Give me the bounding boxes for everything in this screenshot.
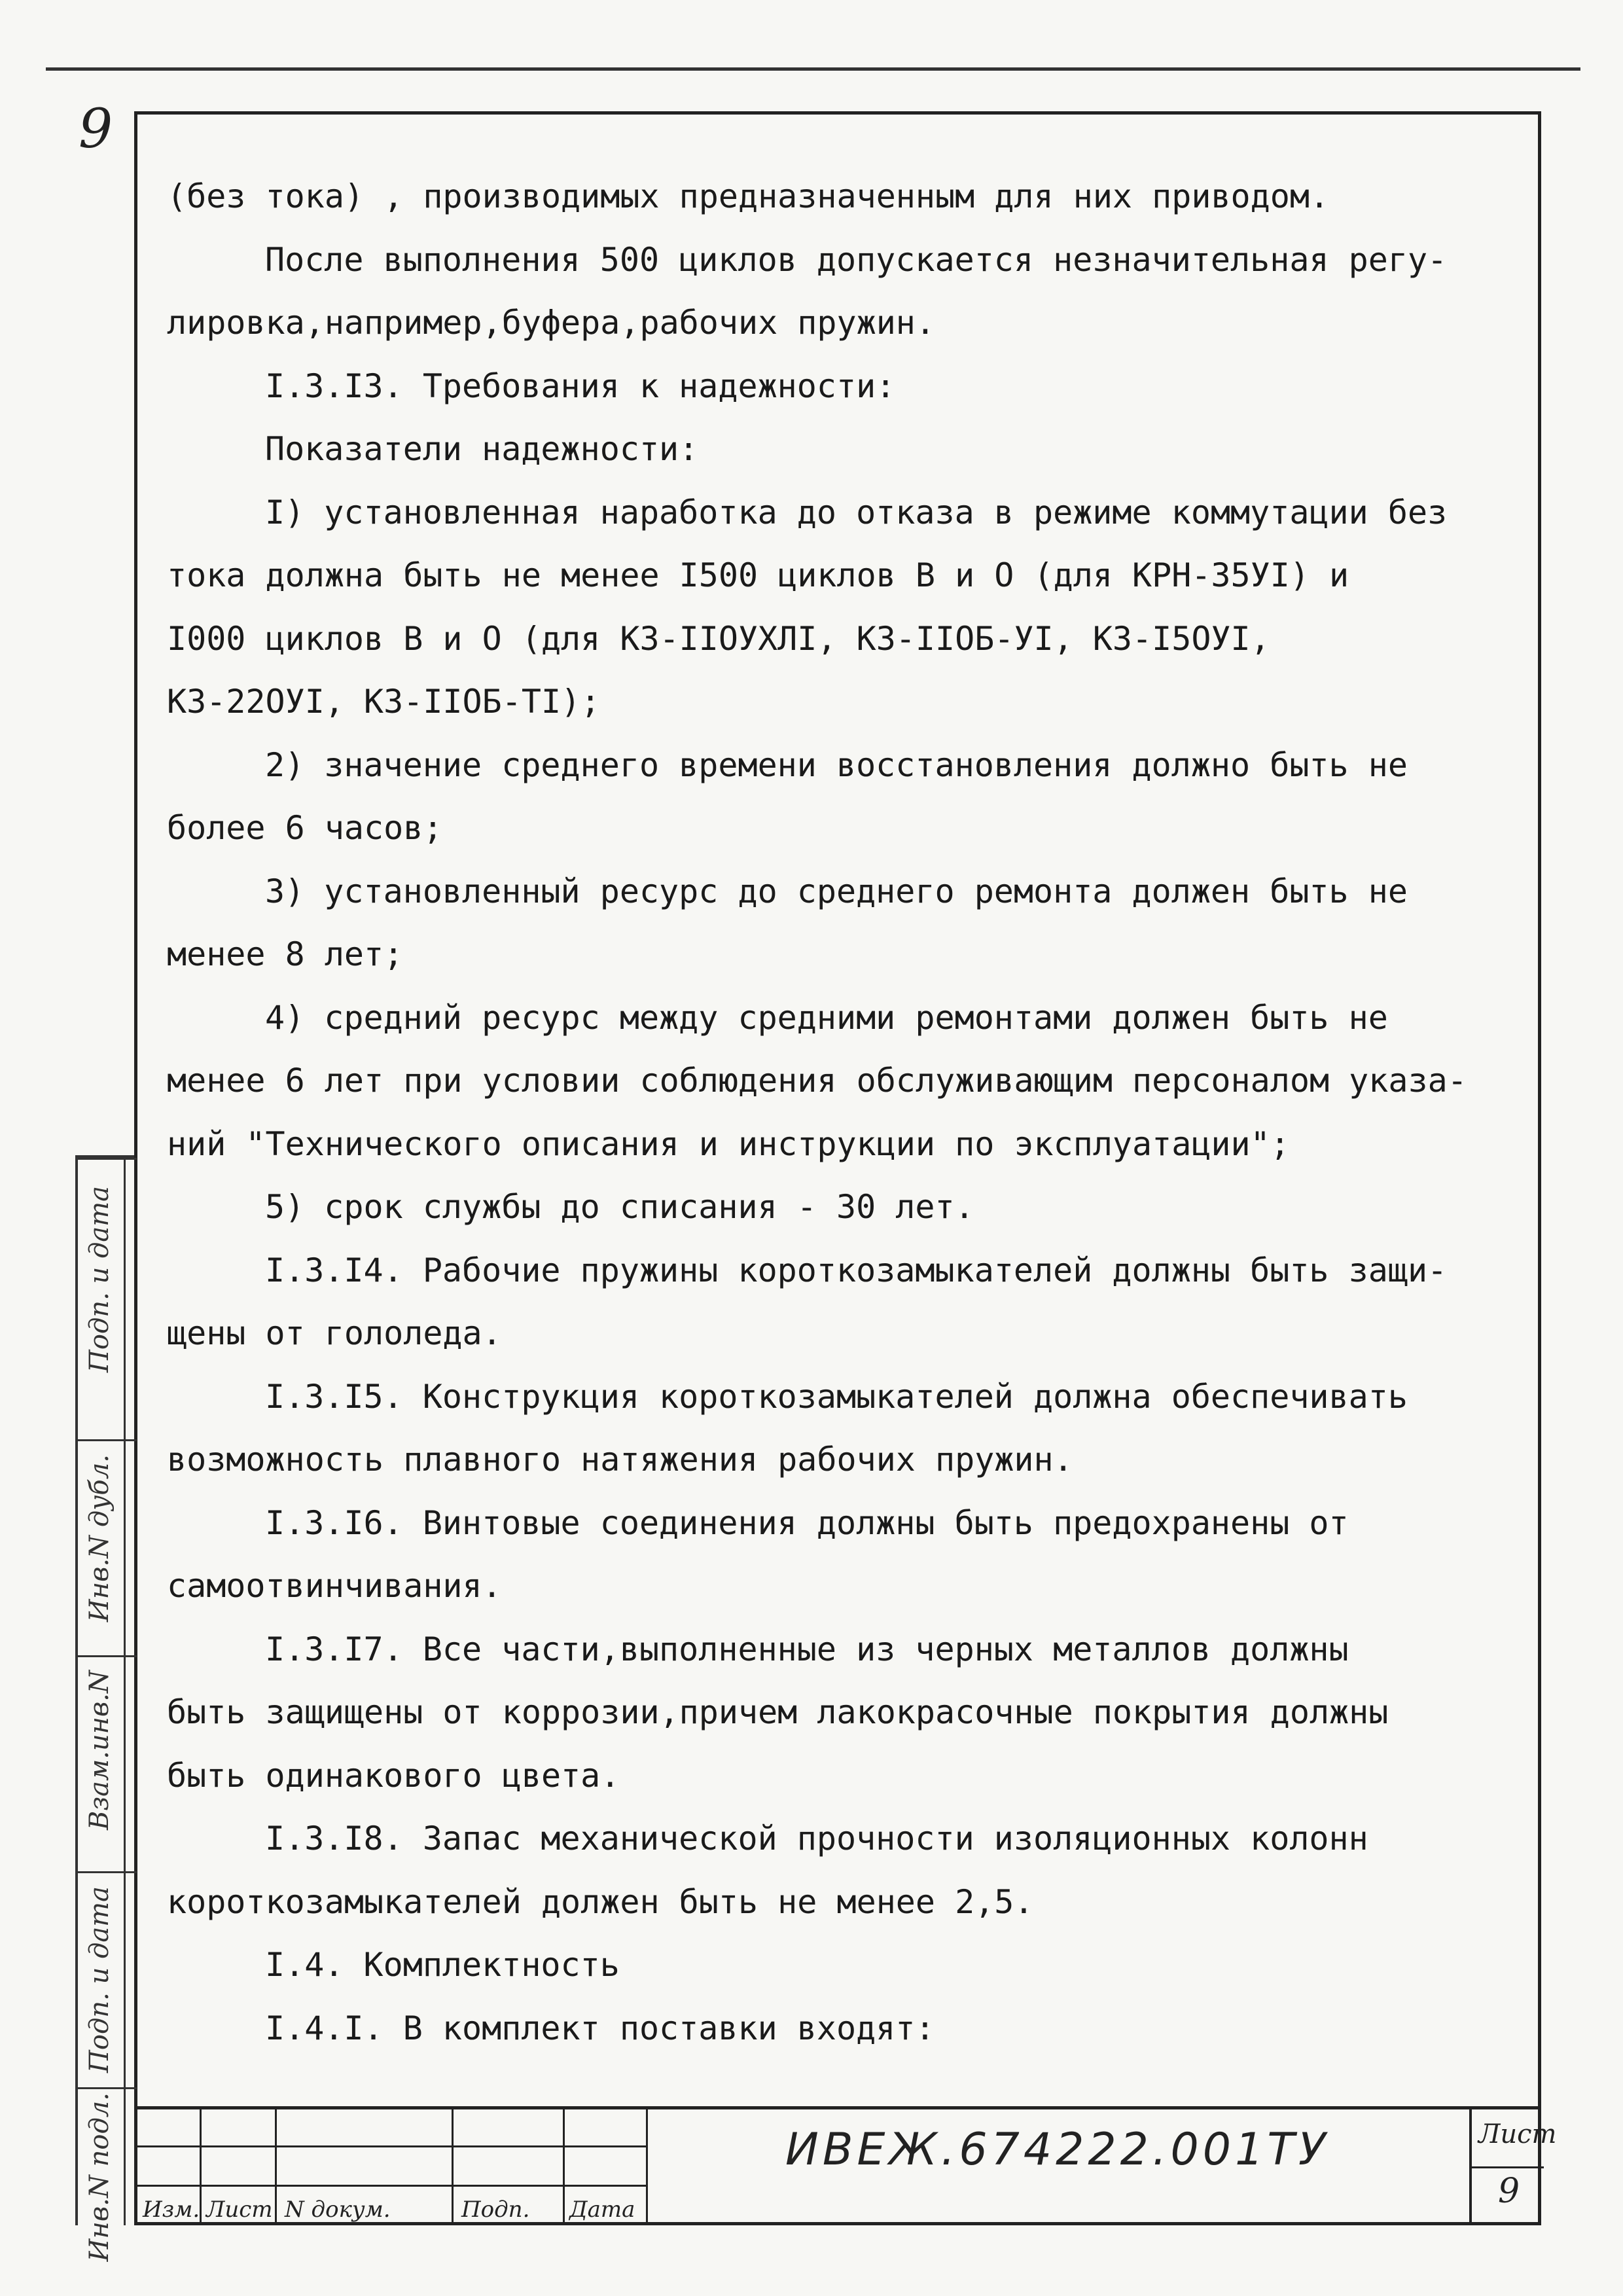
side-label: Инв.N дубл. bbox=[84, 1454, 115, 1623]
text-line: возможность плавного натяжения рабочих пружин. bbox=[167, 1441, 1073, 1479]
text-line: I.3.I5. Конструкция короткозамыкателей должна обеспечивать bbox=[265, 1377, 1408, 1416]
tb-caption-doc-no: N докум. bbox=[285, 2197, 391, 2223]
sheet-number: 9 bbox=[1498, 2172, 1520, 2211]
text-line: После выполнения 500 циклов допускается незначительная регу- bbox=[265, 240, 1448, 279]
tb-col-line bbox=[452, 2106, 454, 2225]
side-cell-inv-dup bbox=[78, 1439, 137, 1655]
text-line: КЗ-22ОУI, КЗ-IIОБ-ТI); bbox=[167, 683, 601, 721]
side-margin-table bbox=[75, 1155, 134, 2262]
tb-row-line bbox=[137, 2145, 648, 2147]
text-line: тока должна быть не менее I500 циклов В и О (для КРН-35УI) и bbox=[167, 556, 1349, 594]
text-line: I.3.I8. Запас механической прочности изоляционных колонн bbox=[265, 1820, 1368, 1857]
tb-col-line bbox=[563, 2106, 565, 2225]
side-cell-inv-orig bbox=[78, 2087, 137, 2262]
text-line: быть одинакового цвета. bbox=[167, 1756, 620, 1795]
side-cell-sign-date-1 bbox=[78, 1158, 137, 1439]
text-line: Показатели надежности: bbox=[265, 430, 699, 468]
side-cell-replace-inv bbox=[78, 1655, 137, 1871]
tb-col-line bbox=[646, 2106, 648, 2225]
text-line: ний "Технического описания и инструкции по эксплуатации"; bbox=[167, 1124, 1290, 1163]
tb-caption-date: Дата bbox=[569, 2197, 635, 2223]
text-line: короткозамыкателей должен быть не менее 2,5. bbox=[167, 1882, 1034, 1921]
sheet-label: Лист bbox=[1478, 2119, 1557, 2149]
text-line: 5) срок службы до списания - 30 лет. bbox=[265, 1188, 974, 1226]
text-line: I.3.I7. Все части,выполненные из черных металлов должны bbox=[265, 1630, 1349, 1668]
document-body bbox=[167, 165, 1515, 2060]
text-line: быть защищены от коррозии,причем лакокрасочные покрытия должны bbox=[167, 1693, 1389, 1731]
text-line: I) установленная наработка до отказа в режиме коммутации без bbox=[265, 493, 1448, 531]
text-line: I000 циклов В и О (для КЗ-IIОУХЛI, КЗ-IIОБ-УI, КЗ-I5ОУI, bbox=[167, 619, 1270, 658]
tb-col-line bbox=[275, 2106, 277, 2225]
page-corner-number: 9 bbox=[79, 98, 113, 160]
text-line: более 6 часов; bbox=[167, 809, 443, 847]
side-label: Взам.инв.N bbox=[84, 1670, 115, 1831]
side-label: Инв.N подл. bbox=[84, 2092, 115, 2262]
text-line: I.3.I4. Рабочие пружины короткозамыкателей должны быть защи- bbox=[265, 1251, 1448, 1289]
tb-caption-sheet: Лист bbox=[206, 2197, 273, 2223]
side-cell-sign-date-2 bbox=[78, 1871, 137, 2087]
sheet-number-box bbox=[1469, 2106, 1557, 2225]
text-line: I.3.I3. Требования к надежности: bbox=[265, 367, 896, 405]
sheet-divider bbox=[1472, 2166, 1544, 2168]
top-rule bbox=[46, 67, 1580, 71]
text-line: лировка,например,буфера,рабочих пружин. bbox=[167, 304, 935, 342]
text-line: менее 6 лет при условии соблюдения обслуживающим персоналом указа- bbox=[167, 1062, 1467, 1100]
text-line: I.4. Комплектность bbox=[265, 1946, 620, 1984]
text-line: I.4.I. В комплект поставки входят: bbox=[265, 2009, 935, 2047]
tb-row-line bbox=[137, 2185, 648, 2187]
side-label: Подп. и дата bbox=[84, 1886, 115, 2073]
text-line: (без тока) , производимых предназначенным для них приводом. bbox=[167, 177, 1330, 215]
text-line: 4) средний ресурс между средними ремонтами должен быть не bbox=[265, 998, 1388, 1037]
text-line: I.3.I6. Винтовые соединения должны быть предохранены от bbox=[265, 1503, 1349, 1542]
text-line: менее 8 лет; bbox=[167, 935, 404, 973]
side-label: Подп. и дата bbox=[84, 1186, 115, 1372]
title-block-revision-table bbox=[137, 2106, 648, 2225]
tb-caption-change: Изм. bbox=[143, 2197, 200, 2223]
tb-caption-sign: Подп. bbox=[461, 2197, 530, 2223]
text-line: самоотвинчивания. bbox=[167, 1567, 502, 1605]
tb-col-line bbox=[200, 2106, 202, 2225]
text-line: 2) значение среднего времени восстановления должно быть не bbox=[265, 745, 1408, 784]
text-line: щены от гололеда. bbox=[167, 1314, 502, 1352]
text-line: 3) установленный ресурс до среднего ремонта должен быть не bbox=[265, 872, 1408, 910]
document-code: ИВЕЖ.674222.001ТУ bbox=[785, 2124, 1330, 2176]
